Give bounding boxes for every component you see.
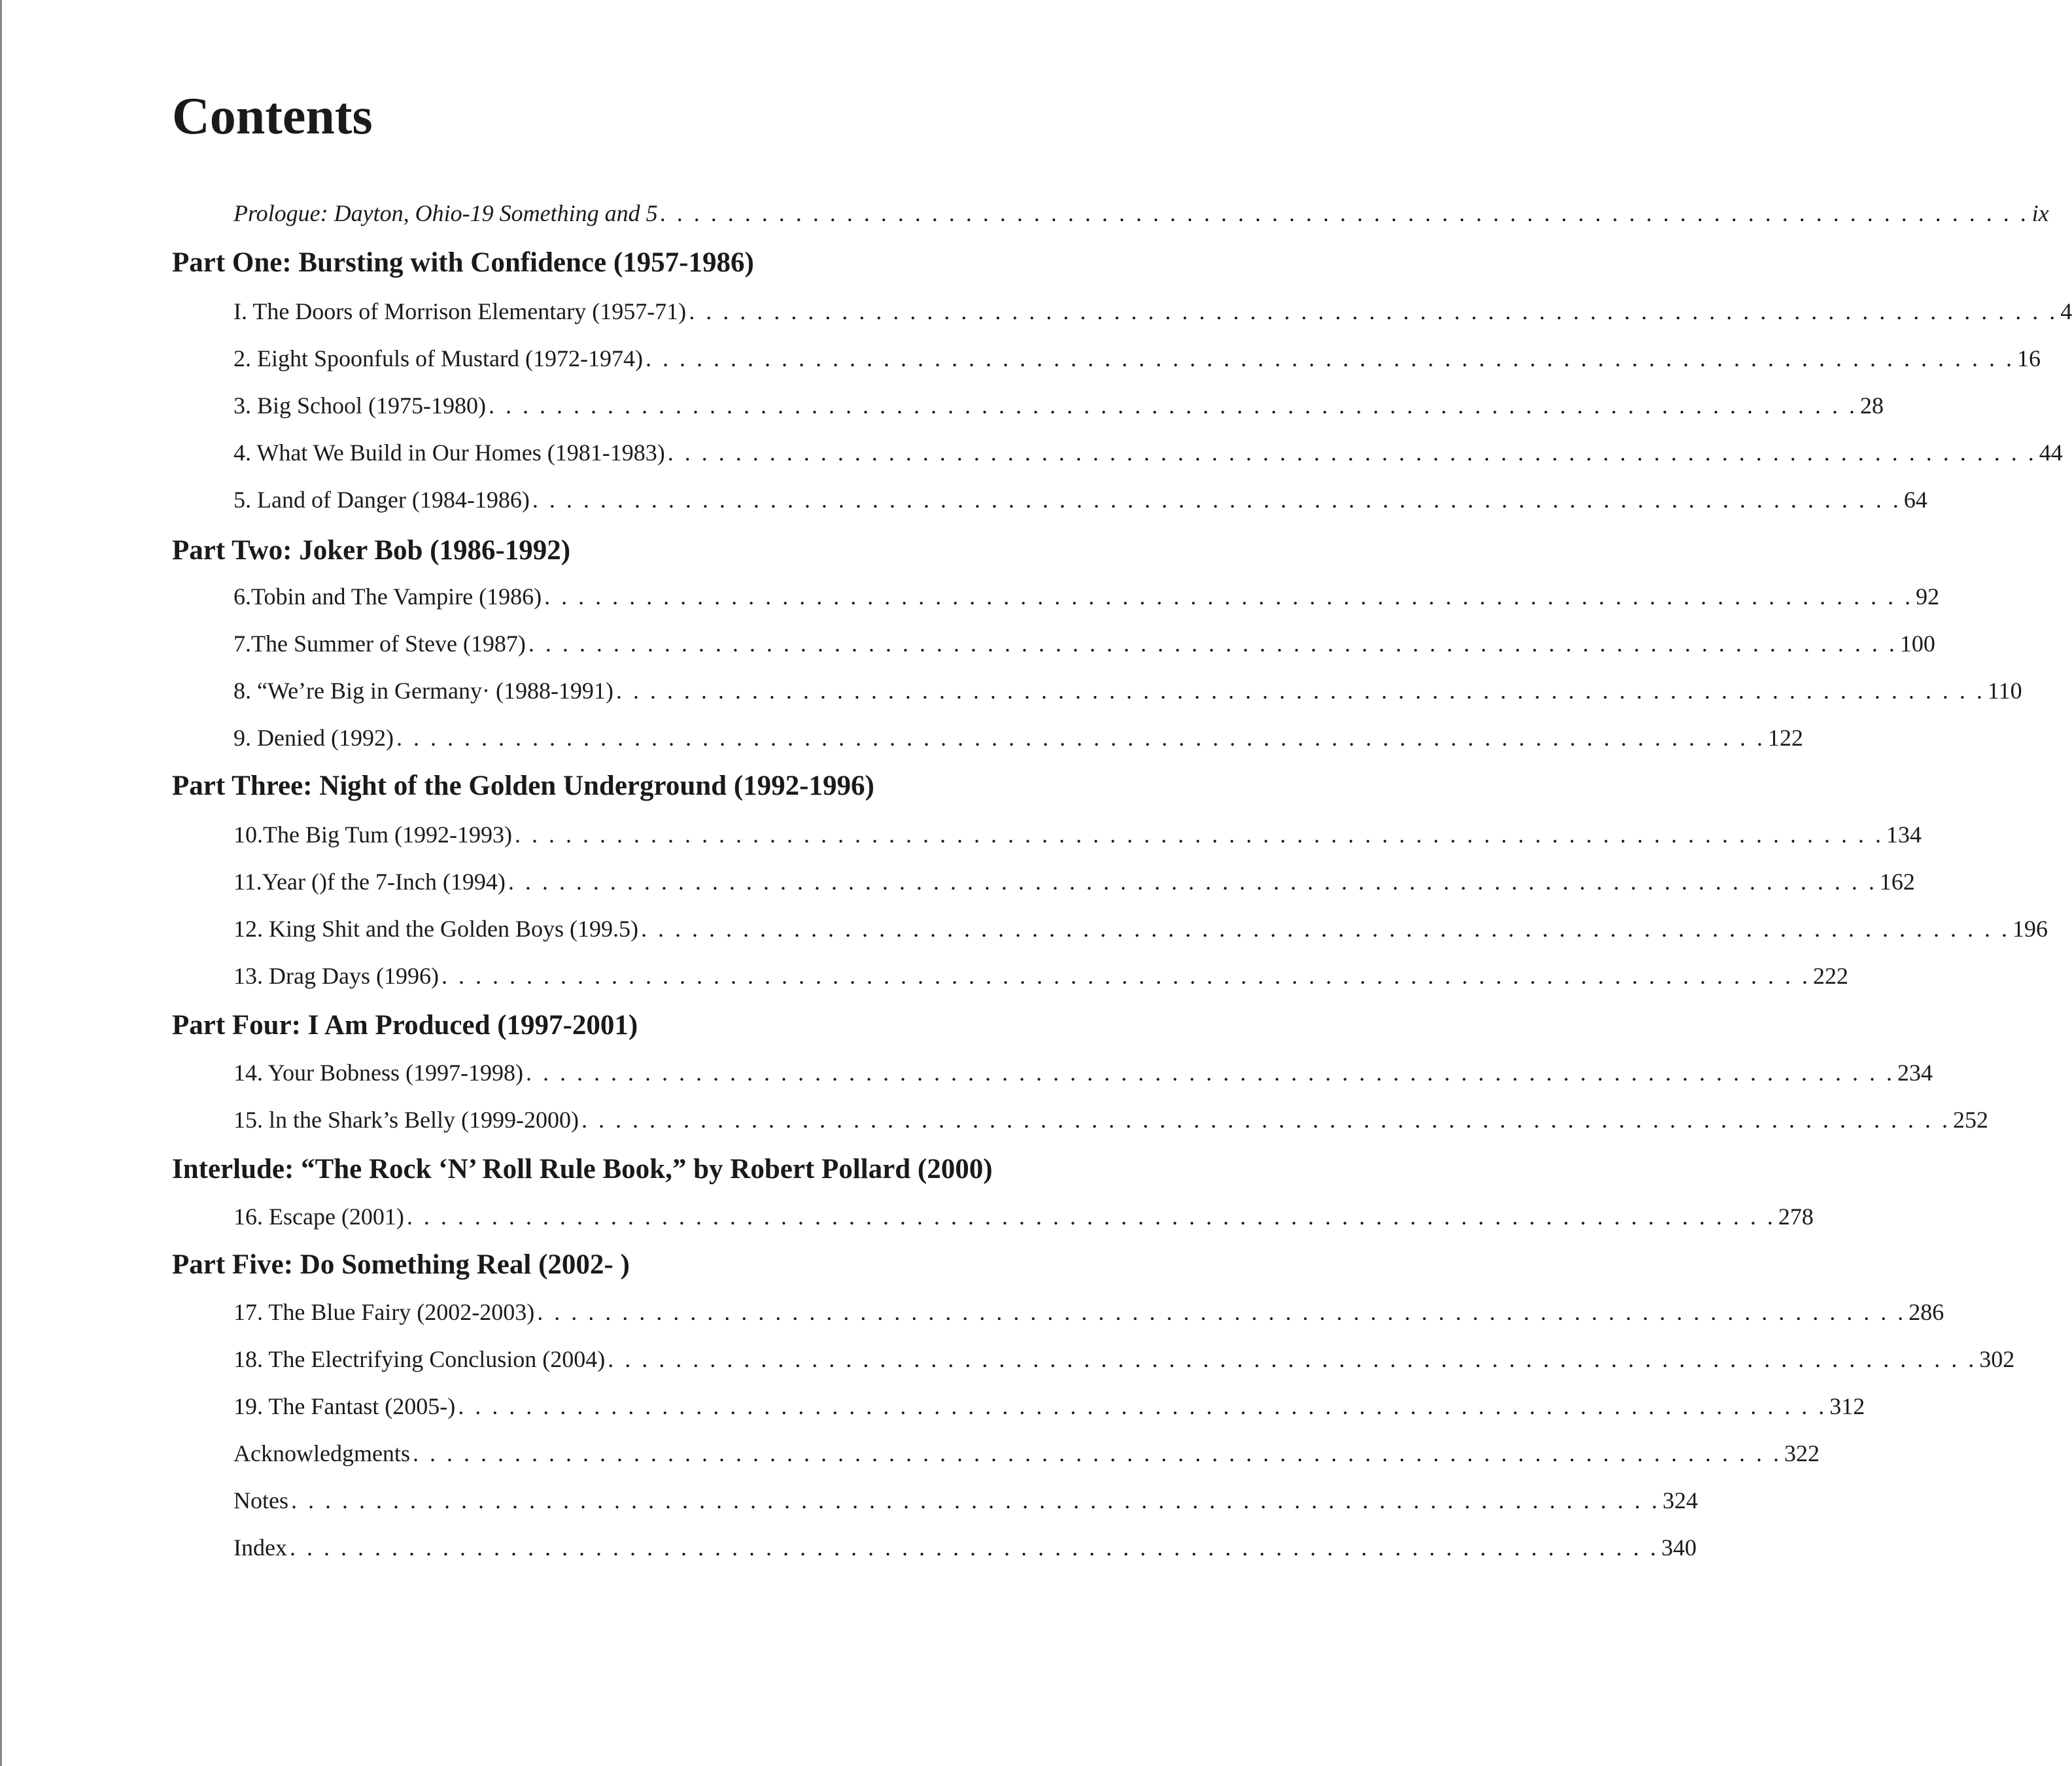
page-number: 44 [2039,440,2063,466]
page-number: 100 [1899,631,1935,657]
entry-label: 6.Tobin and The Vampire (1986) [233,583,542,610]
toc-entry[interactable] [233,298,2072,324]
entry-label: I. The Doors of Morrison Elementary (1957-71) [233,298,687,324]
page-number: 162 [1879,869,1915,895]
entry-label: 5. Land of Danger (1984-1986) [233,487,530,513]
toc-entry-prologue[interactable] [233,200,2049,226]
page-number: 16 [2016,345,2041,372]
entry-label: 13. Drag Days (1996) [233,963,439,989]
part-heading: Interlude: “The Rock ‘N’ Roll Rule Book,” by Robert Pollard (2000) [172,1154,993,1185]
part-heading: Part Two: Joker Bob (1986-1992) [172,535,571,566]
entry-label: Notes [233,1487,288,1514]
toc-entry[interactable] [233,1487,1698,1514]
dot-leader: . . . . . . . . . . . . . . . . . . . . . . . . . . . . . . . . . . . . . . . . . . . . . . . . . . . . . . . . . . . . . . . . . . . . . . . . . . . . . . . . . [289,1534,1659,1561]
page-number: 324 [1663,1487,1698,1514]
entry-label: 15. ln the Shark’s Belly (1999-2000) [233,1107,579,1133]
page-number: 28 [1859,392,1884,419]
entry-label: 7.The Summer of Steve (1987) [233,631,526,657]
page-number: 340 [1661,1534,1697,1561]
dot-leader: . . . . . . . . . . . . . . . . . . . . . . . . . . . . . . . . . . . . . . . . . . . . . . . . . . . . . . . . . . . . . . . . . . . . . . . . . . . . . . . . . [441,963,1810,989]
page-number: 134 [1886,822,1922,848]
dot-leader: . . . . . . . . . . . . . . . . . . . . . . . . . . . . . . . . . . . . . . . . . . . . . . . . . . . . . . . . . . . . . . . . . . . . . . . . . . . . . . . . . [645,345,2014,372]
toc-entry[interactable] [233,1393,1865,1419]
dot-leader: . . . . . . . . . . . . . . . . . . . . . . . . . . . . . . . . . . . . . . . . . . . . . . . . . . . . . . . . . . . . . . . . . . . . . . . . . . . . . . . . . [528,631,1897,657]
entry-label: 8. “We’re Big in Germany· (1988-1991) [233,678,613,704]
page-number: 286 [1908,1299,1944,1325]
dot-leader: . . . . . . . . . . . . . . . . . . . . . . . . . . . . . . . . . . . . . . . . . . . . . . . . . . . . . . . . . . . . . . . . . . . . . . . . . . . . . . . . . [515,822,1884,848]
dot-leader: . . . . . . . . . . . . . . . . . . . . . . . . . . . . . . . . . . . . . . . . . . . . . . . . . . . . . . . . . . . . . . . . . . . . . . . . . . . . . . . . . [526,1060,1895,1086]
dot-leader: . . . . . . . . . . . . . . . . . . . . . . . . . . . . . . . . . . . . . . . . . . . . . . . . . . . . . . . . . . . . . . . . . . . . . . . . . . . . . . . . . [667,440,2037,466]
toc-entry[interactable] [233,869,1915,895]
page-number: 196 [2012,916,2048,942]
toc-entry[interactable] [233,631,1935,657]
page-number: 278 [1778,1203,1814,1230]
dot-leader: . . . . . . . . . . . . . . . . . . . . . . . . . . . . . . . . . . . . . . . . . . . . . . . . . . . . . . . . . . . . . . . . . . . . . . . . . . . . . . . . . [608,1346,1977,1372]
entry-label: Acknowledgments [233,1440,410,1466]
dot-leader: . . . . . . . . . . . . . . . . . . . . . . . . . . . . . . . . . . . . . . . . . . . . . . . . . . . . . . . . . . . . . . . . . . . . . . . . . . . . . . . . . [406,1203,1776,1230]
page-number: 4 [2060,298,2072,324]
toc-entry[interactable] [233,487,1927,513]
dot-leader: . . . . . . . . . . . . . . . . . . . . . . . . . . . . . . . . . . . . . . . . . . . . . . . . . . . . . . . . . . . . . . . . . . . . . . . . . . . . . . . . . [544,583,1914,610]
entry-label: Index [233,1534,287,1561]
entry-label: 2. Eight Spoonfuls of Mustard (1972-1974) [233,345,643,372]
page-number: 122 [1767,725,1803,751]
dot-leader: . . . . . . . . . . . . . . . . . . . . . . . . . . . . . . . . . . . . . . . . . . . . . . . . . . . . . . . . . . . . . . . . . . . . . . . . . . . . . . . . . [689,298,2058,324]
page-title: Contents [172,88,373,145]
dot-leader: . . . . . . . . . . . . . . . . . . . . . . . . . . . . . . . . . . . . . . . . . . . . . . . . . . . . . . . . . . . . . . . . . . . . . . . . . . . . . . . . . [640,916,2010,942]
part-heading: Part Three: Night of the Golden Underground (1992-1996) [172,770,874,801]
toc-entry[interactable] [233,1534,1697,1561]
page-number: 64 [1903,487,1927,513]
entry-label: 14. Your Bobness (1997-1998) [233,1060,524,1086]
entry-label: 17. The Blue Fairy (2002-2003) [233,1299,535,1325]
dot-leader: . . . . . . . . . . . . . . . . . . . . . . . . . . . . . . . . . . . . . . . . . . . . . . . . . . . . . . . . . . . . . . . . . . . . . . . . . . . . . . . . . [412,1440,1782,1466]
toc-entry[interactable] [233,1060,1933,1086]
toc-entry[interactable] [233,725,1803,751]
entry-label: 9. Denied (1992) [233,725,394,751]
page-number: 234 [1897,1060,1933,1086]
dot-leader: . . . . . . . . . . . . . . . . . . . . . . . . . . . . . . . . . . . . . . . . . . . . . . . . . . . . . . . . . . . . . . . . . . . . . . . . . . . . . . . . . [660,200,2029,226]
toc-entry[interactable] [233,678,2022,704]
toc-entry[interactable] [233,916,2048,942]
dot-leader: . . . . . . . . . . . . . . . . . . . . . . . . . . . . . . . . . . . . . . . . . . . . . . . . . . . . . . . . . . . . . . . . . . . . . . . . . . . . . . . . . [488,392,1857,419]
entry-label: 12. King Shit and the Golden Boys (199.5) [233,916,638,942]
toc-entry[interactable] [233,822,1922,848]
entry-label: 19. The Fantast (2005-) [233,1393,456,1419]
page-number: 92 [1916,583,1940,610]
toc-entry[interactable] [233,583,1940,610]
dot-leader: . . . . . . . . . . . . . . . . . . . . . . . . . . . . . . . . . . . . . . . . . . . . . . . . . . . . . . . . . . . . . . . . . . . . . . . . . . . . . . . . . [615,678,1985,704]
toc-entry[interactable] [233,440,2063,466]
toc-entry[interactable] [233,345,2041,372]
part-heading: Part Five: Do Something Real (2002- ) [172,1249,630,1280]
dot-leader: . . . . . . . . . . . . . . . . . . . . . . . . . . . . . . . . . . . . . . . . . . . . . . . . . . . . . . . . . . . . . . . . . . . . . . . . . . . . . . . . . [581,1107,1950,1133]
page-number: 222 [1812,963,1848,989]
part-heading: Part Four: I Am Produced (1997-2001) [172,1010,638,1041]
dot-leader: . . . . . . . . . . . . . . . . . . . . . . . . . . . . . . . . . . . . . . . . . . . . . . . . . . . . . . . . . . . . . . . . . . . . . . . . . . . . . . . . . [458,1393,1827,1419]
entry-label: 10.The Big Tum (1992-1993) [233,822,513,848]
page-number: 110 [1987,678,2022,704]
toc-entry[interactable] [233,1440,1820,1466]
entry-label: Prologue: Dayton, Ohio-19 Something and 5 [233,200,658,226]
page-number: 312 [1829,1393,1865,1419]
entry-label: 11.Year ()f the 7-Inch (1994) [233,869,506,895]
toc-entry[interactable] [233,963,1848,989]
dot-leader: . . . . . . . . . . . . . . . . . . . . . . . . . . . . . . . . . . . . . . . . . . . . . . . . . . . . . . . . . . . . . . . . . . . . . . . . . . . . . . . . . [396,725,1765,751]
toc-entry[interactable] [233,1299,1944,1325]
toc-entry[interactable] [233,1107,1988,1133]
dot-leader: . . . . . . . . . . . . . . . . . . . . . . . . . . . . . . . . . . . . . . . . . . . . . . . . . . . . . . . . . . . . . . . . . . . . . . . . . . . . . . . . . [508,869,1877,895]
part-heading: Part One: Bursting with Confidence (1957-1986) [172,247,754,278]
entry-label: 18. The Electrifying Conclusion (2004) [233,1346,606,1372]
dot-leader: . . . . . . . . . . . . . . . . . . . . . . . . . . . . . . . . . . . . . . . . . . . . . . . . . . . . . . . . . . . . . . . . . . . . . . . . . . . . . . . . . [537,1299,1907,1325]
dot-leader: . . . . . . . . . . . . . . . . . . . . . . . . . . . . . . . . . . . . . . . . . . . . . . . . . . . . . . . . . . . . . . . . . . . . . . . . . . . . . . . . . [532,487,1901,513]
entry-label: 3. Big School (1975-1980) [233,392,486,419]
dot-leader: . . . . . . . . . . . . . . . . . . . . . . . . . . . . . . . . . . . . . . . . . . . . . . . . . . . . . . . . . . . . . . . . . . . . . . . . . . . . . . . . . [291,1487,1660,1514]
entry-label: 4. What We Build in Our Homes (1981-1983) [233,440,665,466]
entry-label: 16. Escape (2001) [233,1203,404,1230]
page-number: 322 [1784,1440,1820,1466]
toc-entry[interactable] [233,1346,2015,1372]
toc-entry[interactable] [233,1203,1814,1230]
page-number: 252 [1952,1107,1988,1133]
page-number: ix [2031,200,2049,226]
toc-entry[interactable] [233,392,1884,419]
page-number: 302 [1979,1346,2015,1372]
